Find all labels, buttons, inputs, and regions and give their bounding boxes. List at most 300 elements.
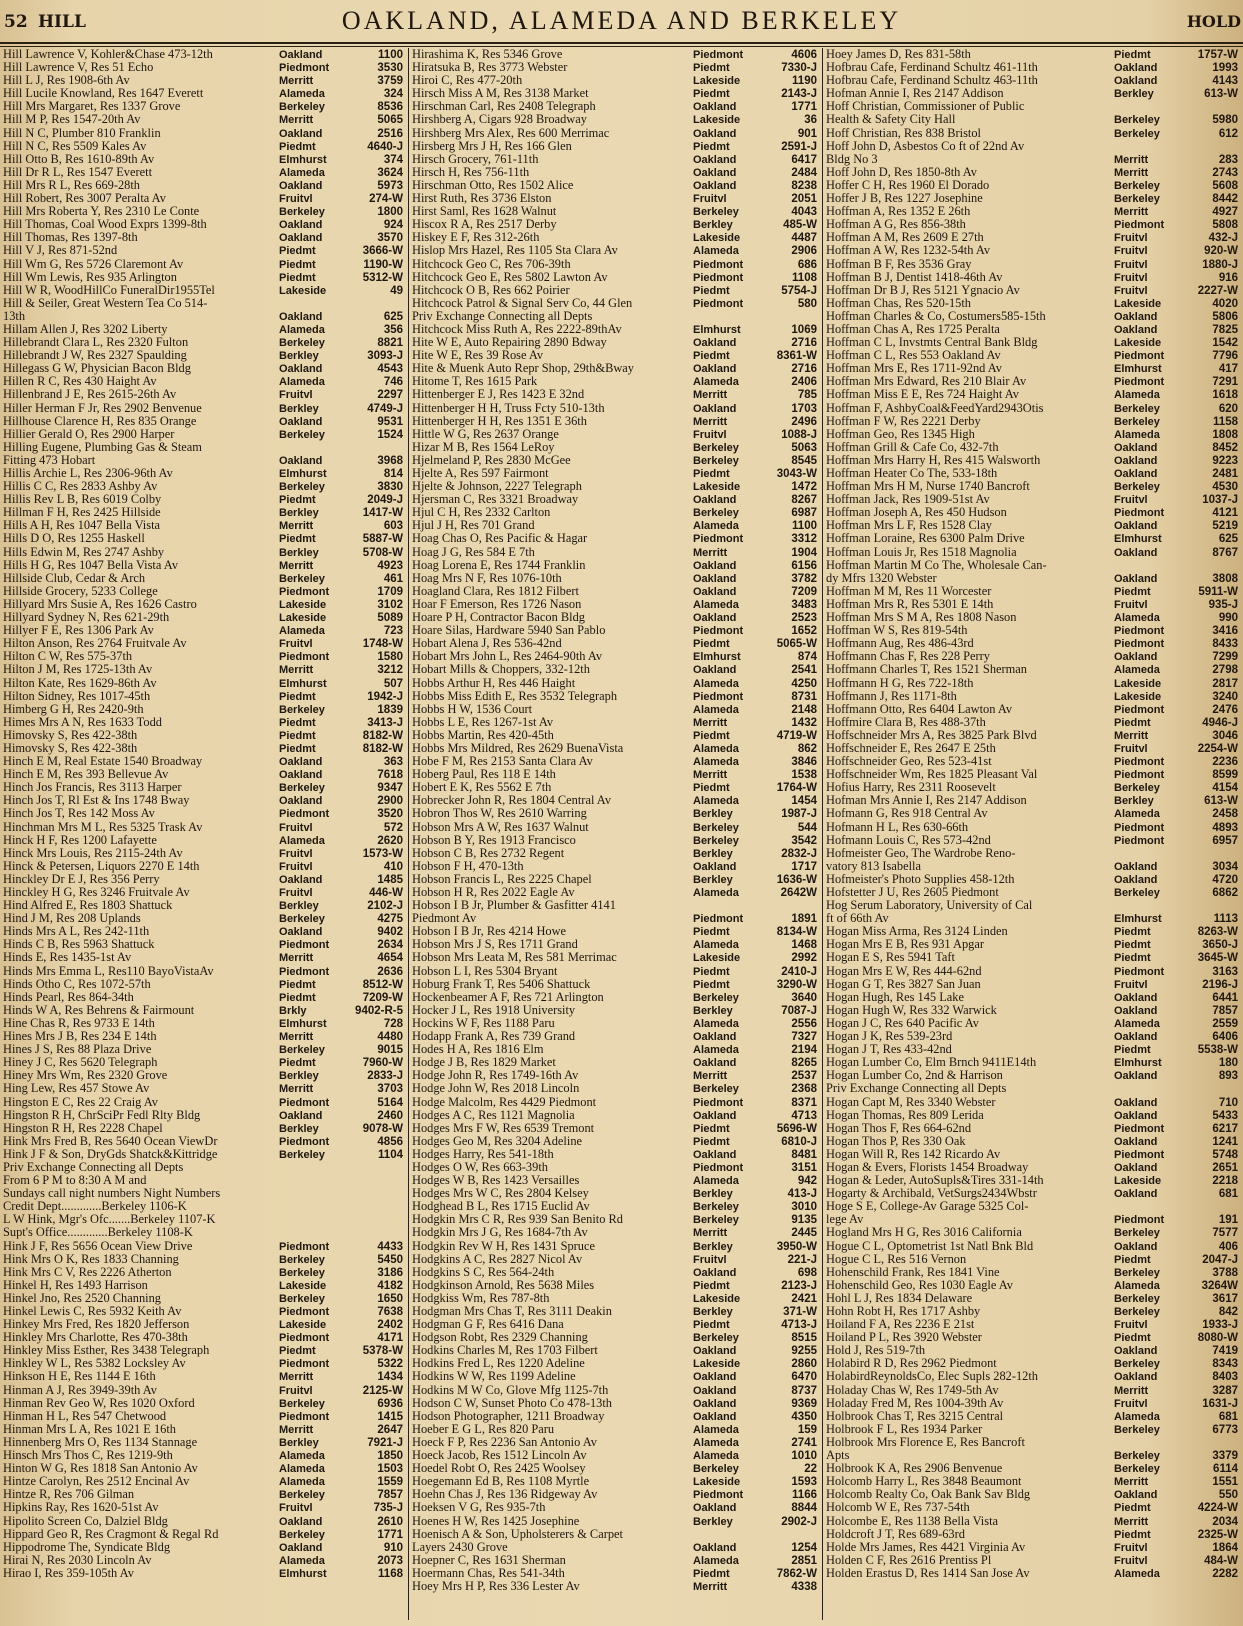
entry-phone: 1748-W — [362, 638, 403, 651]
listing-entry — [412, 127, 819, 140]
entry-name: Hodge J B, Res 1829 Market — [412, 1056, 556, 1070]
listing-entry — [3, 87, 405, 100]
listing-entry — [3, 1449, 405, 1462]
entry-name: Hill Thomas, Res 1397-8th — [3, 231, 138, 245]
listing-entry — [3, 1410, 405, 1423]
entry-exchange: Merritt — [1114, 206, 1149, 219]
entry-phone: 5887-W — [362, 533, 403, 546]
listing-entry — [412, 690, 819, 703]
entry-name: Hogue C L, Optometrist 1st Natl Bnk Bld — [826, 1239, 1034, 1253]
listing-entry — [412, 1213, 819, 1226]
entry-exchange: Piedmt — [693, 926, 730, 939]
listing-entry — [412, 1292, 819, 1305]
entry-exchange: Piedmont — [693, 1161, 744, 1174]
entry-phone: 4275 — [377, 913, 403, 926]
listing-entry — [412, 899, 819, 912]
listing-entry — [3, 742, 405, 755]
entry-name: Hinnenberg Mrs O, Res 1134 Stannage — [3, 1435, 198, 1449]
entry-phone: 5089 — [377, 612, 403, 625]
listing-entry — [826, 755, 1240, 768]
entry-exchange: Piedmt — [693, 782, 730, 795]
entry-name: Hillyard Sydney N, Res 621-29th — [3, 611, 170, 625]
entry-phone: 9347 — [377, 782, 403, 795]
entry-exchange: Elmhurst — [279, 153, 327, 166]
entry-exchange: Alameda — [693, 1436, 739, 1449]
entry-name: Hobart Alena J, Res 536-42nd — [412, 637, 562, 651]
entry-exchange: Piedmt — [1114, 1332, 1151, 1345]
entry-exchange: Fruitvl — [1114, 284, 1148, 297]
entry-name: Hoffschneider Geo, Res 523-41st — [826, 755, 992, 769]
entry-exchange: Alameda — [279, 166, 325, 179]
entry-phone: 3287 — [1212, 1384, 1238, 1397]
listing-entry — [3, 611, 405, 624]
listing-entry — [826, 375, 1240, 388]
listing-entry — [412, 729, 819, 742]
entry-phone: 1771 — [791, 101, 817, 114]
listing-entry — [826, 873, 1240, 886]
entry-exchange: Berkeley — [1114, 179, 1160, 192]
entry-name: Hirst Ruth, Res 3736 Elston — [412, 192, 552, 206]
entry-phone: 4749-J — [367, 402, 403, 415]
entry-name: Hjersman C, Res 3321 Broadway — [412, 493, 579, 507]
entry-phone: 8599 — [1212, 769, 1238, 782]
entry-exchange: Oakland — [279, 179, 323, 192]
listing-entry — [412, 938, 819, 951]
entry-name: Hogan Thos F, Res 664-62nd — [826, 1121, 972, 1135]
listing-entry — [826, 1488, 1240, 1501]
entry-exchange: Piedmont — [279, 1358, 330, 1371]
entry-exchange: Piedmont — [1114, 625, 1165, 638]
entry-exchange: Berkley — [1114, 88, 1154, 101]
entry-exchange: Berkeley — [279, 1489, 325, 1502]
entry-name: Hinckley H G, Res 3246 Fruitvale Av — [3, 886, 190, 899]
entry-name: Hoffmann J, Res 1171-8th — [826, 689, 957, 703]
entry-name: Hoffman C L, Invstmts Central Bank Bldg — [826, 336, 1038, 350]
entry-name: Hjul J H, Res 701 Grand — [412, 519, 535, 533]
entry-exchange: Piedmt — [693, 284, 730, 297]
entry-name: Hobbs Martin, Res 420-45th — [412, 728, 554, 742]
entry-phone: 446-W — [369, 887, 403, 899]
listing-entry — [3, 729, 405, 742]
entry-exchange: Merritt — [279, 952, 314, 965]
entry-exchange: Alameda — [1114, 428, 1160, 441]
entry-name: Hoffman Charles & Co, Costumers585-15th — [826, 309, 1046, 323]
entry-exchange: Oakland — [1114, 62, 1158, 75]
listing-entry — [3, 1043, 405, 1056]
entry-phone: 8481 — [791, 1148, 817, 1161]
entry-exchange: Berkley — [279, 1070, 319, 1083]
entry-phone: 1808 — [1212, 428, 1238, 441]
entry-phone: 4923 — [377, 559, 403, 572]
listing-entry — [412, 1397, 819, 1410]
entry-phone: 4250 — [791, 677, 817, 690]
listing-entry — [3, 297, 405, 310]
right-guide-name: HOLD — [1186, 12, 1241, 31]
entry-name: Hoffman Mrs E, Res 1711-92nd Av — [826, 362, 1002, 376]
entry-name: Hodges Harry, Res 541-18th — [412, 1147, 554, 1161]
entry-exchange: Elmhurst — [1114, 1057, 1162, 1070]
listing-entry — [826, 1370, 1240, 1383]
entry-phone: 1503 — [377, 1463, 403, 1476]
entry-exchange: Fruitvl — [1114, 232, 1148, 245]
listing-entry — [3, 1279, 405, 1292]
entry-name: Hirsberg Mrs J H, Res 166 Glen — [412, 139, 572, 153]
entry-phone: 710 — [1218, 1096, 1238, 1109]
entry-name: Hinman H L, Res 547 Chetwood — [3, 1409, 167, 1423]
listing-columns — [0, 48, 1243, 1626]
entry-exchange: Berkley — [279, 402, 319, 415]
entry-name: Hiscox R A, Res 2517 Derby — [412, 218, 557, 232]
listing-entry — [412, 1357, 819, 1370]
entry-name: Hoffman Heater Co The, 533-18th — [826, 467, 998, 480]
entry-name: Hilling Eugene, Plumbing Gas & Steam — [3, 440, 202, 454]
entry-name: Hoffman C L, Res 553 Oakland Av — [826, 349, 1001, 363]
entry-phone: 1850 — [377, 1450, 403, 1463]
entry-phone: 2620 — [377, 834, 403, 847]
listing-entry — [826, 441, 1240, 454]
listing-entry — [3, 899, 405, 912]
entry-phone: 5063 — [791, 441, 817, 454]
entry-exchange: Oakland — [279, 363, 323, 376]
entry-exchange: Alameda — [279, 1476, 325, 1489]
entry-name: Hjelmeland P, Res 2830 McGee — [412, 453, 571, 467]
entry-exchange: Oakland — [693, 1057, 737, 1070]
entry-phone: 9531 — [377, 415, 403, 428]
entry-phone: 1241 — [1212, 1135, 1238, 1148]
listing-entry — [3, 965, 405, 978]
entry-exchange: Oakland — [279, 219, 323, 232]
entry-phone: 4487 — [791, 232, 817, 245]
entry-name: Priv Exchange Connecting all Depts — [826, 1082, 1007, 1096]
listing-entry — [412, 572, 819, 585]
entry-name: Hockenbeamer A F, Res 721 Arlington — [412, 990, 604, 1004]
entry-name: Hoffman Joseph A, Res 450 Hudson — [826, 506, 1007, 520]
entry-exchange: Lakeside — [1114, 337, 1162, 350]
entry-name: ft of 66th Av — [826, 912, 889, 926]
entry-exchange: Oakland — [693, 1109, 737, 1122]
entry-name: Hodgman G F, Res 6416 Dana — [412, 1318, 564, 1332]
entry-name: Fitting 473 Hobart — [3, 453, 96, 467]
entry-name: Hillam Allen J, Res 3202 Liberty — [3, 322, 168, 336]
entry-exchange: Piedmt — [1114, 939, 1151, 952]
entry-phone: 2537 — [791, 1070, 817, 1083]
listing-entry — [826, 1253, 1240, 1266]
entry-name: Hogan Thos P, Res 330 Oak — [826, 1134, 966, 1148]
entry-phone: 2143-J — [781, 88, 817, 101]
entry-name: Hogan Lumber Co, 2nd & Harrison — [826, 1069, 1003, 1083]
entry-phone: 7327 — [791, 1031, 817, 1044]
entry-phone: 2325-W — [1197, 1528, 1238, 1541]
entry-phone: 363 — [383, 756, 403, 769]
entry-exchange: Piedmont — [279, 1306, 330, 1318]
entry-name: Hoegemann Ed B, Res 1108 Myrtle — [412, 1475, 590, 1489]
listing-entry — [826, 1043, 1240, 1056]
listing-entry — [3, 1253, 405, 1266]
entry-name: Hofius Harry, Res 2311 Roosevelt — [826, 781, 996, 795]
entry-exchange: Piedmt — [693, 1319, 730, 1332]
entry-name: Hogan Lumber Co, Elm Brnch 9411E14th — [826, 1056, 1037, 1070]
entry-phone: 1631-J — [1202, 1397, 1238, 1410]
entry-phone: 686 — [797, 258, 817, 271]
entry-name: Hinkel Jno, Res 2520 Channing — [3, 1291, 161, 1305]
listing-entry — [3, 1109, 405, 1122]
listing-column-2 — [412, 48, 819, 1626]
entry-name: Hillebrandt Clara L, Res 2320 Fulton — [3, 336, 189, 350]
listing-entry — [3, 1462, 405, 1475]
entry-exchange: Piedmt — [1114, 952, 1151, 965]
entry-phone: 4654 — [377, 952, 403, 965]
listing-entry — [412, 860, 819, 873]
listing-entry — [3, 716, 405, 729]
entry-exchange: Piedmt — [693, 965, 730, 978]
entry-name: Hirsch Miss A M, Res 3138 Market — [412, 87, 589, 101]
entry-exchange: Piedmt — [279, 140, 316, 153]
listing-entry — [412, 1187, 819, 1200]
entry-name: Hillebrandt J W, Res 2327 Spaulding — [3, 349, 187, 363]
entry-exchange: Berkeley — [693, 1083, 739, 1096]
listing-entry — [826, 415, 1240, 428]
entry-phone: 785 — [797, 389, 817, 402]
listing-entry — [412, 1449, 819, 1462]
entry-exchange: Fruitvl — [279, 389, 313, 402]
entry-phone: 8263-W — [1197, 926, 1238, 939]
entry-exchange: Piedmont — [279, 1410, 330, 1423]
listing-entry — [412, 166, 819, 179]
entry-exchange: Oakland — [693, 612, 737, 625]
entry-name: Priv Exchange Connecting all Depts — [3, 1160, 184, 1174]
listing-entry — [3, 794, 405, 807]
entry-phone: 2833-J — [367, 1070, 403, 1083]
entry-phone: 3093-J — [367, 350, 403, 363]
entry-name: Hoffman B F, Res 3536 Gray — [826, 257, 972, 271]
entry-name: Hinck & Petersen, Liquors 2270 E 14th — [3, 859, 200, 873]
listing-entry — [412, 742, 819, 755]
entry-name: Hittenberger E J, Res 1423 E 32nd — [412, 388, 585, 402]
entry-phone: 8265 — [791, 1057, 817, 1070]
entry-phone: 1100 — [378, 49, 403, 61]
entry-exchange: Piedmt — [693, 1567, 730, 1580]
entry-phone: 36 — [804, 114, 817, 127]
listing-entry — [3, 912, 405, 925]
entry-exchange: Merritt — [1114, 153, 1149, 166]
listing-entry — [826, 1344, 1240, 1357]
listing-entry — [3, 637, 405, 650]
entry-phone: 180 — [1218, 1057, 1238, 1070]
entry-name: Hinch Jos T, Rl Est & Ins 1748 Bway — [3, 794, 190, 808]
entry-phone: 2743 — [1212, 166, 1238, 179]
entry-phone: 7862-W — [776, 1567, 817, 1580]
entry-phone: 4338 — [791, 1580, 817, 1593]
entry-name: Hoff John D, Res 1850-8th Av — [826, 165, 977, 179]
entry-phone: 7330-J — [781, 62, 817, 75]
entry-phone: 544 — [797, 821, 817, 834]
entry-name: Hittle W G, Res 2637 Orange — [412, 427, 559, 441]
listing-entry — [3, 336, 405, 349]
entry-name: Hinkson H E, Res 1144 E 16th — [3, 1370, 156, 1384]
entry-phone: 893 — [1218, 1070, 1238, 1083]
entry-exchange: Piedmont — [693, 1096, 744, 1109]
entry-exchange: Fruitvl — [1114, 598, 1148, 611]
entry-exchange: Merritt — [1114, 1476, 1149, 1489]
listing-entry — [412, 768, 819, 781]
entry-name: Hoffschneider Mrs A, Res 3825 Park Blvd — [826, 728, 1037, 742]
entry-name: Hobert E K, Res 5562 E 7th — [412, 781, 552, 795]
entry-name: Hogan & Leder, AutoSupls&Tires 331-14th — [826, 1174, 1044, 1188]
entry-name: Holcombe E, Res 1138 Bella Vista — [826, 1514, 999, 1528]
entry-exchange: Piedmont — [693, 258, 744, 271]
listing-entry — [412, 1043, 819, 1056]
listing-entry — [412, 1462, 819, 1475]
listing-entry — [412, 310, 819, 323]
entry-phone: 1800 — [377, 206, 403, 219]
entry-exchange: Berkeley — [279, 572, 325, 585]
entry-phone: 274-W — [369, 193, 403, 206]
entry-phone: 2102-J — [367, 900, 403, 913]
entry-phone: 924 — [383, 219, 403, 232]
listing-entry — [3, 1554, 405, 1567]
entry-exchange: Oakland — [1114, 1161, 1158, 1174]
entry-exchange: Alameda — [693, 520, 739, 533]
entry-exchange: Oakland — [693, 1541, 737, 1554]
entry-exchange: Alameda — [693, 1423, 739, 1436]
entry-phone: 681 — [1218, 1188, 1238, 1201]
entry-exchange: Merritt — [279, 114, 314, 127]
entry-exchange: Fruitvl — [1114, 1319, 1148, 1332]
entry-exchange: Berkeley — [279, 1044, 325, 1057]
entry-exchange: Oakland — [279, 127, 323, 140]
entry-phone: 3010 — [791, 1201, 817, 1214]
listing-entry — [826, 244, 1240, 257]
entry-name: Hoiland P L, Res 3920 Webster — [826, 1331, 982, 1345]
listing-entry — [826, 1410, 1240, 1423]
listing-entry — [826, 467, 1240, 480]
page-number: 52 — [4, 12, 28, 32]
listing-entry — [3, 1017, 405, 1030]
entry-exchange: Piedmt — [693, 729, 730, 742]
entry-exchange: Oakland — [279, 1541, 323, 1554]
listing-entry — [3, 703, 405, 716]
listing-entry — [3, 140, 405, 153]
entry-phone: 8515 — [791, 1332, 817, 1345]
entry-exchange: Piedmont — [693, 533, 744, 546]
entry-phone: 8452 — [1212, 441, 1238, 454]
entry-exchange: Piedmont — [1114, 350, 1165, 363]
entry-exchange: Oakland — [1114, 1240, 1158, 1253]
entry-phone: 1190-W — [363, 258, 403, 271]
entry-exchange: Alameda — [693, 598, 739, 611]
entry-exchange: Oakland — [279, 769, 323, 782]
entry-exchange: Oakland — [693, 166, 737, 179]
entry-exchange: Piedmont — [279, 585, 330, 598]
listing-entry — [412, 1580, 819, 1593]
entry-phone: 3034 — [1212, 860, 1238, 873]
entry-name: Holaday Fred M, Res 1004-39th Av — [826, 1396, 1004, 1410]
entry-exchange: Elmhurst — [279, 1017, 327, 1030]
entry-name: Hjelte & Johnson, 2227 Telegraph — [412, 480, 582, 494]
listing-entry — [826, 663, 1240, 676]
entry-exchange: Piedmt — [693, 638, 730, 651]
listing-entry — [826, 847, 1240, 860]
entry-exchange: Berkeley — [279, 101, 325, 114]
entry-exchange: Oakland — [693, 1345, 737, 1358]
listing-entry — [412, 1030, 819, 1043]
entry-phone: 159 — [797, 1423, 817, 1436]
entry-name: Hoeber E G L, Res 820 Paru — [412, 1422, 555, 1436]
listing-entry — [826, 768, 1240, 781]
entry-phone: 2051 — [791, 193, 817, 206]
listing-entry — [412, 441, 819, 454]
entry-phone: 3640 — [791, 991, 817, 1004]
entry-exchange: Fruitvl — [693, 428, 727, 441]
listing-entry — [412, 1082, 819, 1095]
entry-name: Hinckley Dr E J, Res 356 Perry — [3, 872, 160, 886]
entry-exchange: Fruitvl — [693, 193, 727, 206]
entry-phone: 9135 — [791, 1214, 817, 1227]
entry-name: Hill Wm G, Res 5726 Claremont Av — [3, 257, 184, 271]
entry-phone: 22 — [804, 1463, 817, 1476]
listing-entry — [3, 1174, 405, 1187]
entry-name: Hirst Saml, Res 1628 Walnut — [412, 205, 557, 219]
entry-name: Hilton Anson, Res 2764 Fruitvale Av — [3, 637, 187, 651]
entry-exchange: Piedmont — [1114, 638, 1165, 651]
listing-entry — [3, 100, 405, 113]
listing-entry — [3, 467, 405, 480]
entry-exchange: Merritt — [279, 664, 314, 677]
entry-exchange: Berkley — [693, 1515, 733, 1528]
entry-name: Hoberg Paul, Res 118 E 14th — [412, 768, 556, 782]
listing-entry — [3, 1240, 405, 1253]
entry-name: Holcomb Harry L, Res 3848 Beaumont — [826, 1475, 1022, 1489]
entry-exchange: Elmhurst — [693, 323, 741, 336]
listing-entry — [412, 546, 819, 559]
entry-name: Hink Mrs O K, Res 1833 Channing — [3, 1252, 179, 1266]
entry-name: Hodges Mrs F W, Res 6539 Tremont — [412, 1121, 595, 1135]
entry-name: Hoffman B J, Dentist 1418-46th Av — [826, 270, 1003, 284]
entry-exchange: Berkley — [693, 1240, 733, 1253]
listing-entry — [3, 48, 405, 61]
entry-name: Hinds Pearl, Res 864-34th — [3, 990, 134, 1004]
listing-entry — [3, 284, 405, 297]
entry-phone: 3413-J — [367, 716, 403, 729]
entry-exchange: Berkley — [279, 507, 319, 520]
entry-name: Hobbs Arthur H, Res 446 Haight — [412, 676, 576, 690]
entry-name: Hobson I B Jr, Plumber & Gasfitter 4141 — [412, 899, 616, 913]
listing-entry — [412, 258, 819, 271]
entry-exchange: Piedmont — [1114, 703, 1165, 716]
listing-entry — [412, 978, 819, 991]
entry-exchange: Oakland — [693, 1502, 737, 1515]
entry-name: Hoffman F W, Res 2221 Derby — [826, 414, 981, 428]
entry-exchange: Berkeley — [693, 991, 739, 1004]
entry-name: Hobe F M, Res 2153 Santa Clara Av — [412, 755, 593, 769]
entry-phone: 7291 — [1212, 376, 1238, 389]
entry-phone: 1703 — [791, 402, 817, 415]
header-rule — [0, 42, 1243, 44]
entry-phone: 5980 — [1212, 114, 1238, 127]
listing-entry — [412, 113, 819, 126]
entry-exchange: Oakland — [1114, 991, 1158, 1004]
listing-entry — [3, 847, 405, 860]
listing-entry — [3, 362, 405, 375]
entry-name: Hodges O W, Res 663-39th — [412, 1160, 548, 1174]
entry-exchange: Oakland — [693, 1397, 737, 1410]
listing-entry — [412, 886, 819, 899]
listing-entry — [826, 650, 1240, 663]
entry-name: Hizar M B, Res 1564 LeRoy — [412, 440, 555, 454]
listing-entry — [826, 559, 1240, 572]
listing-entry — [826, 1567, 1240, 1580]
entry-name: Hink Mrs Fred B, Res 5640 Ocean ViewDr — [3, 1134, 218, 1148]
